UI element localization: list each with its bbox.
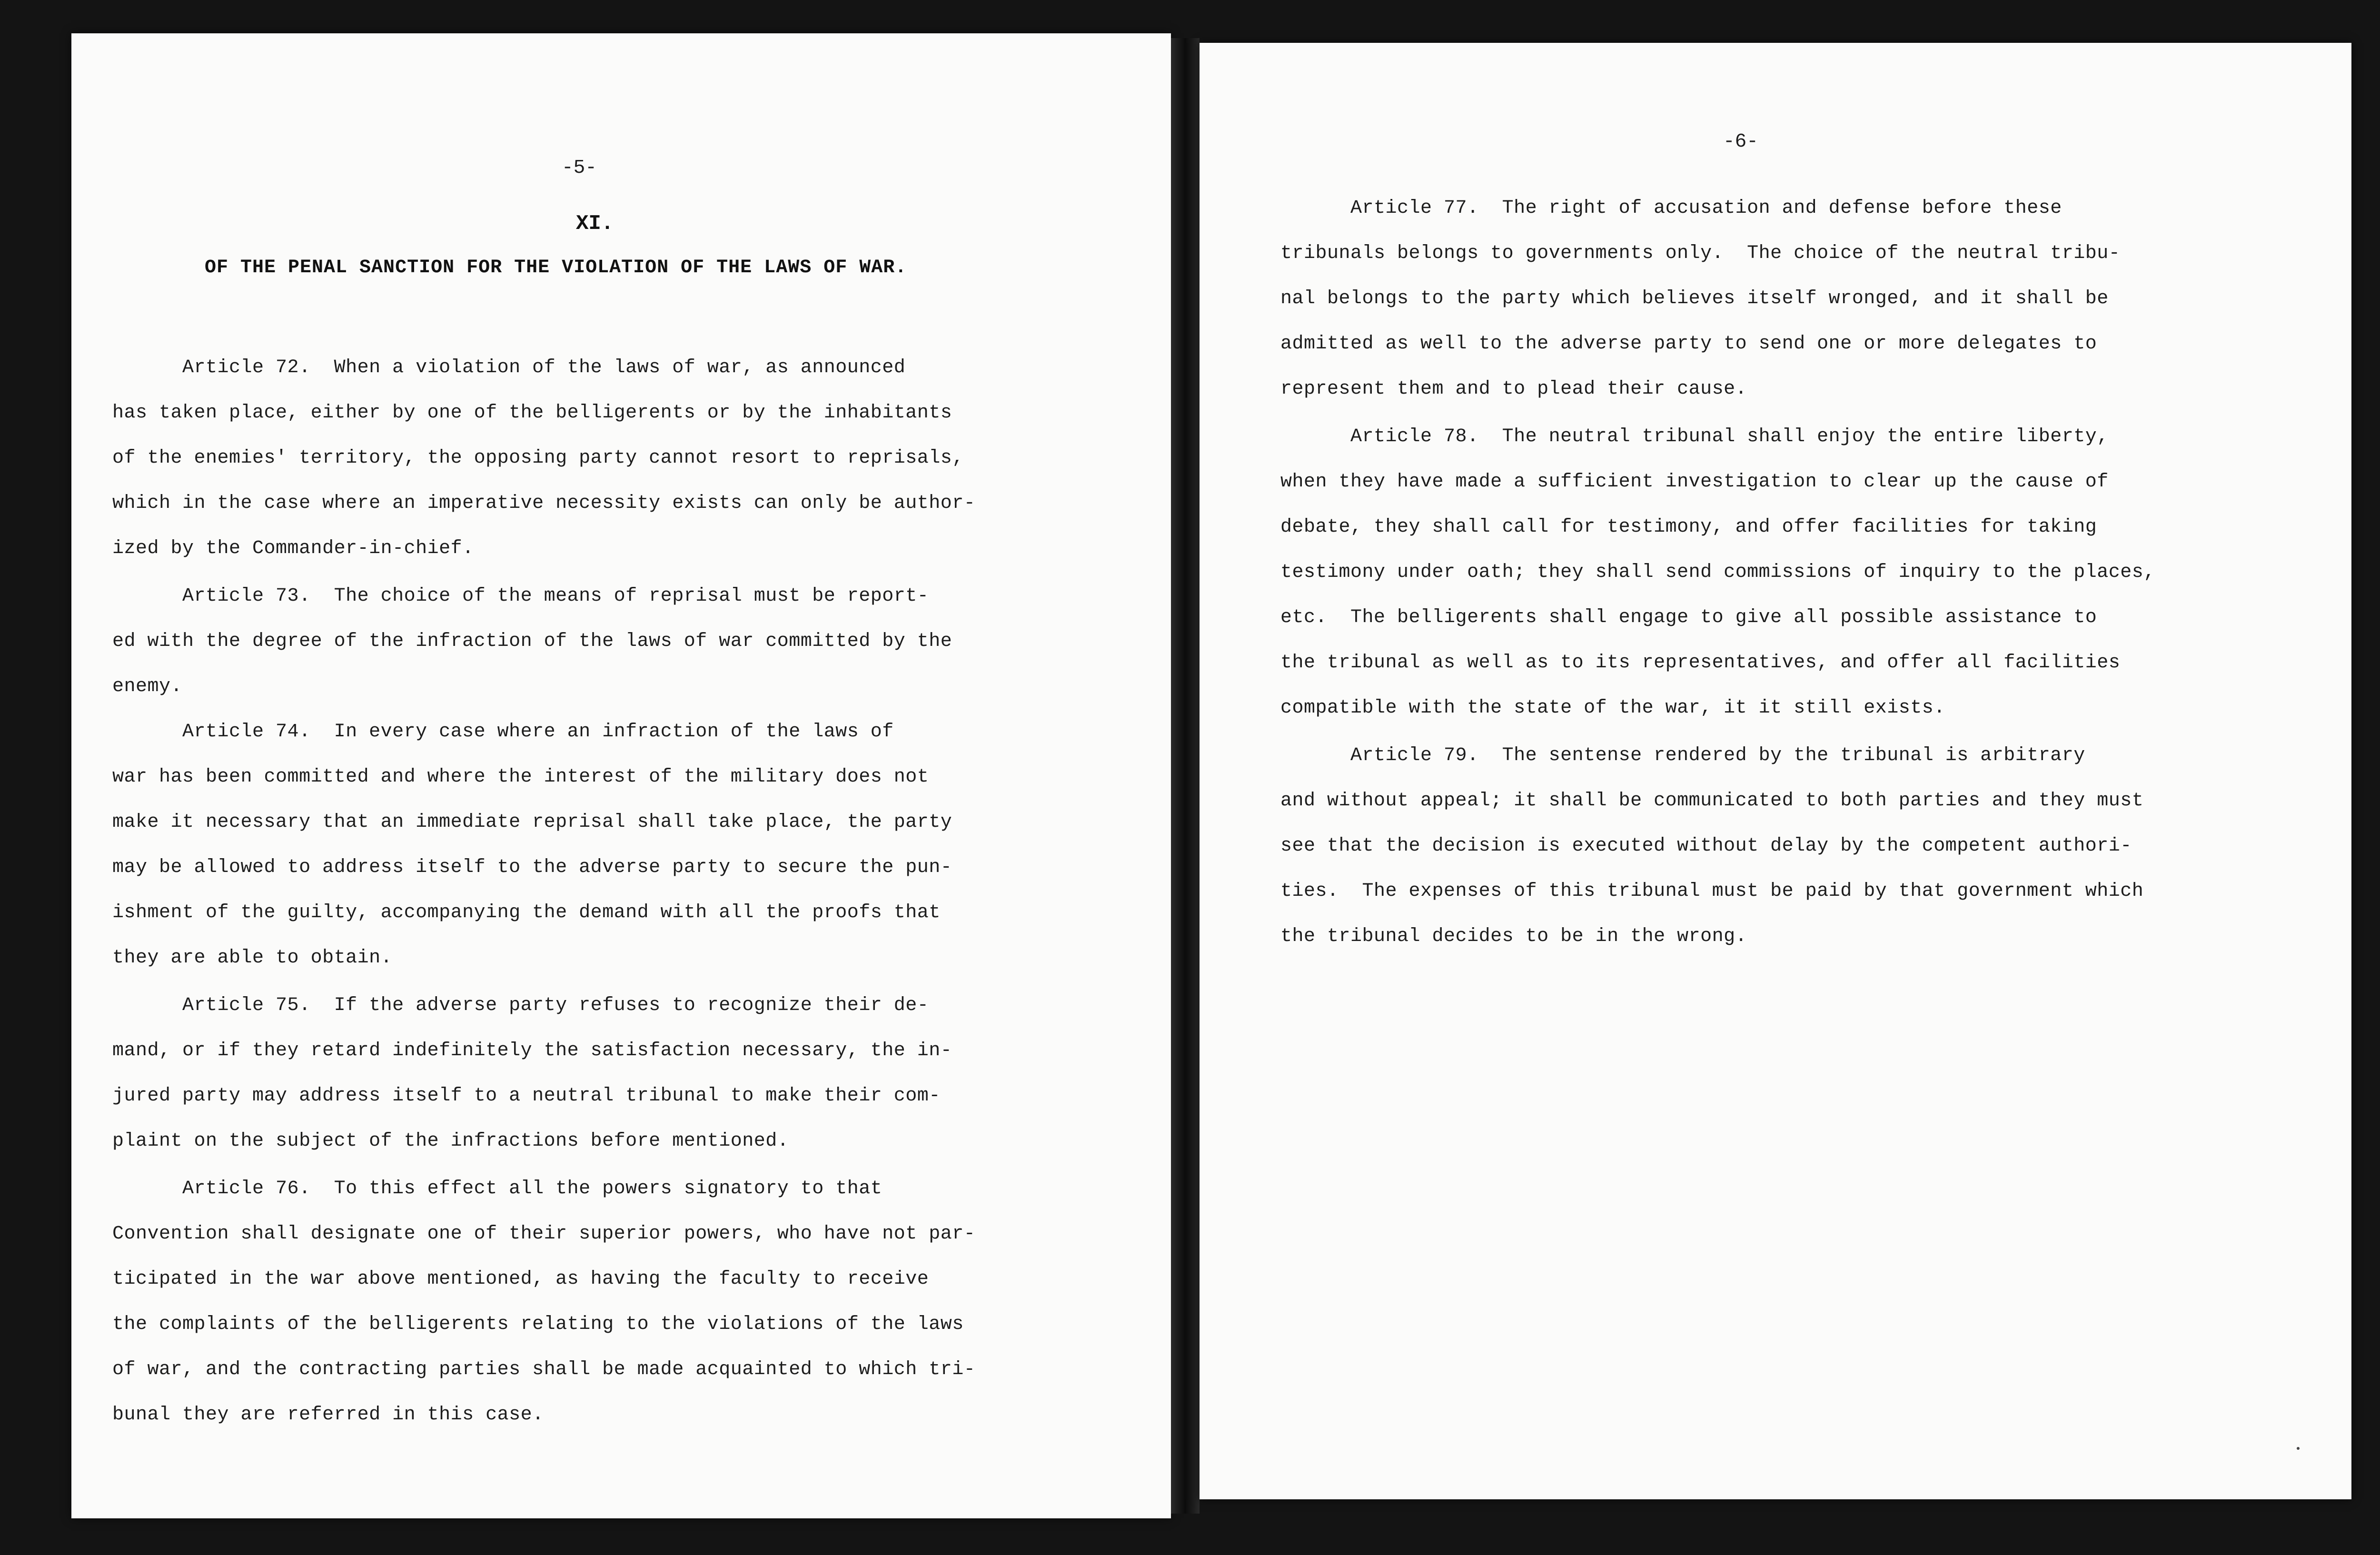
text-line: Article 75. If the adverse party refuses to recognize their de- — [112, 995, 929, 1016]
text-line: which in the case where an imperative necessity exists can only be author- — [112, 493, 976, 514]
text-line: mand, or if they retard indefinitely the satisfaction necessary, the in- — [112, 1040, 952, 1061]
text-line: testimony under oath; they shall send commissions of inquiry to the places, — [1280, 562, 2155, 583]
text-line: admitted as well to the adverse party to send one or more delegates to — [1280, 333, 2097, 355]
text-line: ties. The expenses of this tribunal must be paid by that government which — [1280, 881, 2144, 902]
page-left — [71, 33, 1171, 1518]
text-line: etc. The belligerents shall engage to give all possible assistance to — [1280, 607, 2097, 628]
text-line: ticipated in the war above mentioned, as having the faculty to receive — [112, 1268, 929, 1290]
text-line: represent them and to plead their cause. — [1280, 378, 1747, 400]
text-line: and without appeal; it shall be communicated to both parties and they must — [1280, 790, 2144, 812]
text-line: Article 78. The neutral tribunal shall enjoy the entire liberty, — [1280, 426, 2109, 447]
page-number: -5- — [562, 157, 597, 179]
text-line: they are able to obtain. — [112, 947, 393, 969]
text-line: Article 79. The sentense rendered by the tribunal is arbitrary — [1280, 745, 2085, 766]
article-76 — [112, 1166, 1145, 1437]
paper-speck — [2297, 1447, 2300, 1450]
text-line: make it necessary that an immediate reprisal shall take place, the party — [112, 812, 952, 833]
page-right — [1200, 43, 2351, 1499]
page-number: -6- — [1723, 131, 1758, 153]
text-line: ed with the degree of the infraction of the laws of war committed by the — [112, 631, 952, 652]
text-line: war has been committed and where the interest of the military does not — [112, 766, 929, 788]
text-line: has taken place, either by one of the belligerents or by the inhabitants — [112, 402, 952, 424]
text-line: debate, they shall call for testimony, and offer facilities for taking — [1280, 516, 2097, 538]
text-line: jured party may address itself to a neutral tribunal to make their com- — [112, 1085, 941, 1107]
article-75 — [112, 983, 1145, 1164]
text-line: may be allowed to address itself to the adverse party to secure the pun- — [112, 857, 952, 878]
text-line: the complaints of the belligerents relating to the violations of the laws — [112, 1314, 964, 1335]
text-line: Article 77. The right of accusation and defense before these — [1280, 198, 2062, 219]
text-line: Article 74. In every case where an infraction of the laws of — [112, 721, 894, 743]
text-line: see that the decision is executed without delay by the competent authori- — [1280, 835, 2132, 857]
article-74 — [112, 709, 1145, 981]
text-line: nal belongs to the party which believes itself wronged, and it shall be — [1280, 288, 2109, 309]
text-line: Article 76. To this effect all the powers signatory to that — [112, 1178, 883, 1199]
text-line: Article 73. The choice of the means of reprisal must be report- — [112, 585, 929, 607]
text-line: the tribunal as well as to its representatives, and offer all facilities — [1280, 652, 2121, 674]
text-line: ishment of the guilty, accompanying the demand with all the proofs that — [112, 902, 941, 923]
text-line: of war, and the contracting parties shall be made acquainted to which tri- — [112, 1359, 976, 1380]
text-line: bunal they are referred in this case. — [112, 1404, 544, 1426]
text-line: plaint on the subject of the infractions before mentioned. — [112, 1130, 789, 1152]
article-72 — [112, 345, 1145, 571]
text-line: ized by the Commander-in-chief. — [112, 538, 474, 559]
text-line: the tribunal decides to be in the wrong. — [1280, 926, 1747, 947]
article-78 — [1280, 414, 2328, 731]
section-title: OF THE PENAL SANCTION FOR THE VIOLATION OF THE LAWS OF WAR. — [205, 257, 907, 278]
binding-gutter — [1171, 38, 1200, 1514]
text-line: when they have made a sufficient investigation to clear up the cause of — [1280, 471, 2109, 493]
text-line: Convention shall designate one of their superior powers, who have not par- — [112, 1223, 976, 1245]
article-79 — [1280, 733, 2328, 959]
text-line: tribunals belongs to governments only. The choice of the neutral tribu- — [1280, 243, 2121, 264]
text-line: compatible with the state of the war, it it still exists. — [1280, 697, 1945, 719]
text-line: of the enemies' territory, the opposing party cannot resort to reprisals, — [112, 447, 964, 469]
article-73 — [112, 574, 1145, 709]
article-77 — [1280, 186, 2328, 412]
section-number: XI. — [576, 212, 614, 236]
text-line: enemy. — [112, 676, 183, 697]
text-line: Article 72. When a violation of the laws of war, as announced — [112, 357, 906, 378]
